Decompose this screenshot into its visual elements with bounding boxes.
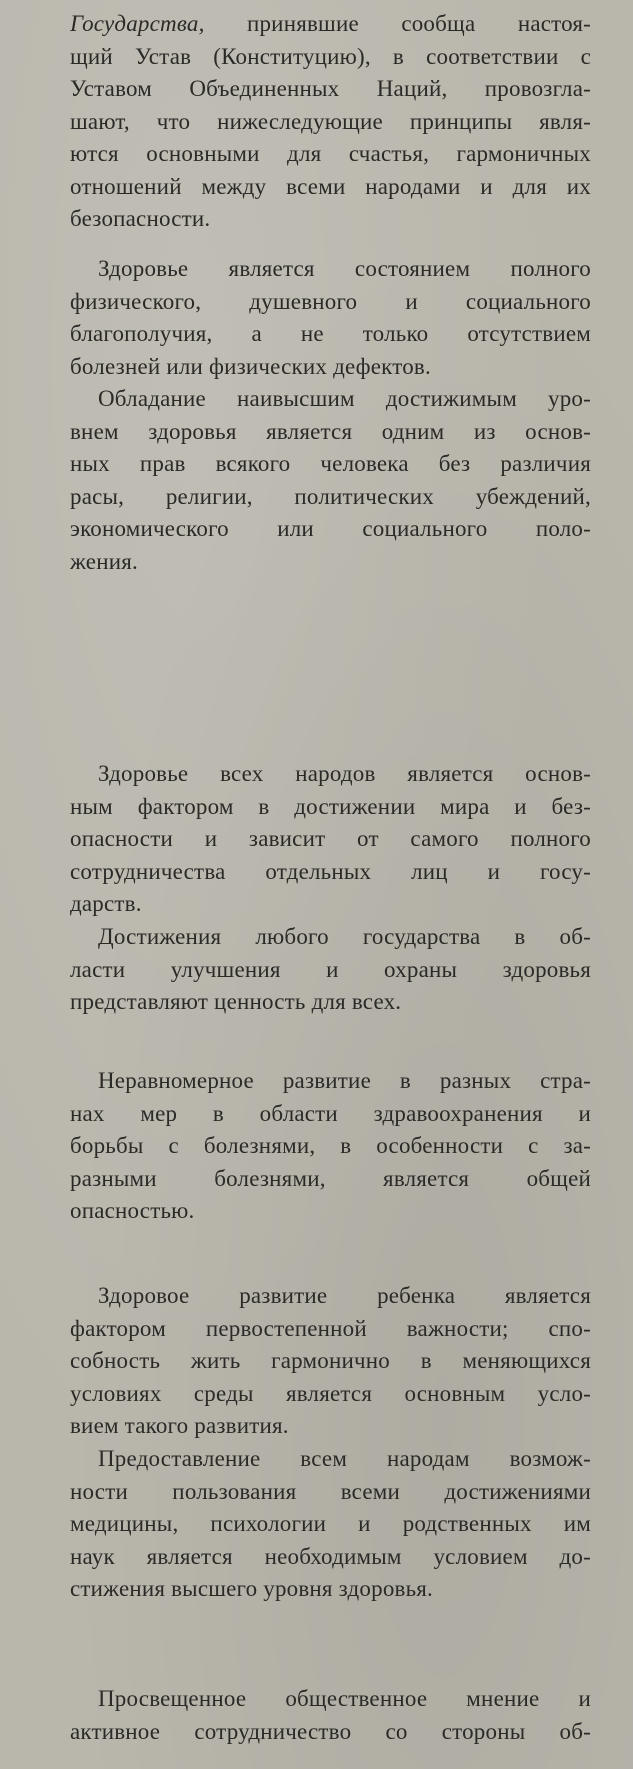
text-line: Здоровье всех народов является основ- — [98, 761, 591, 786]
text-line: условиях среды является основным усло- — [70, 1380, 591, 1406]
text-line: представляют ценность для всех. — [70, 989, 402, 1014]
text-line: ности пользования всеми достижениями — [70, 1478, 591, 1504]
health-definition-paragraph — [0, 253, 633, 383]
text-line: опасности и зависит от самого полного — [70, 826, 591, 851]
text-line: ным фактором в достижении мира и без- — [70, 793, 591, 819]
text-line: жения. — [70, 548, 138, 574]
text-line: стижения высшего уровня здоровья. — [70, 1576, 434, 1601]
text-line: ласти улучшения и охраны здоровья — [70, 956, 591, 982]
text-line: вием такого развития. — [70, 1413, 289, 1438]
text-line: Достижения любого государства в об- — [98, 924, 591, 949]
text-line: Просвещенное общественное мнение и — [98, 1686, 591, 1711]
text-line: внем здоровья является одним из основ- — [70, 418, 591, 444]
italic-lead-word: Государства, — [70, 11, 205, 36]
text-line: активное сотрудничество со стороны об- — [70, 1718, 591, 1744]
text-line: собность жить гармонично в меняющихся — [70, 1348, 591, 1373]
unequal-development-paragraph — [0, 1065, 633, 1228]
text-line: опасностью. — [70, 1198, 195, 1223]
text-line: Здоровье является состоянием полного — [98, 256, 591, 281]
text-line: экономического или социального поло- — [70, 516, 591, 541]
peace-security-paragraph — [0, 758, 633, 921]
text-line: дарств. — [70, 891, 142, 916]
text-line: фактором первостепенной важности; спо- — [70, 1315, 591, 1341]
text-line: шают, что нижеследующие принципы явля- — [70, 108, 591, 134]
text-line: наук является необходимым условием до- — [70, 1543, 591, 1569]
text-line: нах мер в области здравоохранения и — [70, 1100, 591, 1126]
medical-access-paragraph — [0, 1443, 633, 1606]
achievements-paragraph — [0, 921, 633, 1019]
text-line: борьбы с болезнями, в особенности с за- — [70, 1133, 591, 1158]
preamble-paragraph — [0, 8, 633, 236]
text-line: Государства, принявшие сообща настоя- — [70, 11, 591, 36]
public-opinion-paragraph — [0, 1683, 633, 1748]
text-line: безопасности. — [70, 206, 211, 231]
text-line: Здоровое развитие ребенка является — [98, 1283, 591, 1308]
text-line: физического, душевного и социального — [70, 288, 591, 314]
text-line: болезней или физических дефектов. — [70, 353, 431, 379]
text-line: Неравномерное развитие в разных стра- — [98, 1068, 591, 1093]
child-development-paragraph — [0, 1280, 633, 1443]
text-line: разными болезнями, является общей — [70, 1165, 591, 1191]
text-line: ются основными для счастья, гармоничных — [70, 141, 591, 166]
text-line: отношений между всеми народами и для их — [70, 173, 591, 199]
text-line: расы, религии, политических убеждений, — [70, 483, 591, 509]
text-line: ных прав всякого человека без различия — [70, 451, 591, 476]
text-line: щий Устав (Конституцию), в соответствии с — [70, 43, 591, 69]
text-line: сотрудничества отдельных лиц и госу- — [70, 858, 591, 884]
text-line: благополучия, а не только отсутствием — [70, 321, 591, 346]
text-line: Обладание наивысшим достижимым уро- — [98, 386, 591, 411]
right-to-health-paragraph — [0, 383, 633, 578]
text-line: Предоставление всем народам возмож- — [98, 1446, 591, 1471]
text-line: медицины, психологии и родственных им — [70, 1511, 591, 1536]
text-line: Уставом Объединенных Наций, провозгла- — [70, 76, 591, 101]
